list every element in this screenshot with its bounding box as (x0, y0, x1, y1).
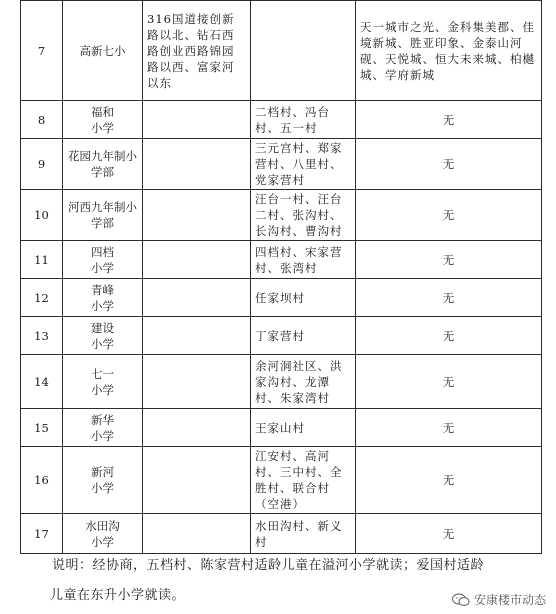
school-name: 七一 小学 (63, 355, 143, 409)
table-row (21, 241, 542, 279)
row-number: 12 (21, 279, 63, 317)
villages-list: 汪台一村、汪台二村、张沟村、长沟村、曹沟村 (251, 190, 356, 241)
watermark-text: 安康楼市动态 (473, 593, 546, 607)
school-name: 四档 小学 (63, 241, 143, 279)
estates-list: 无 (356, 101, 542, 139)
table-row (21, 139, 542, 190)
row-number: 16 (21, 447, 63, 514)
table-row (21, 317, 542, 355)
row-number: 17 (21, 514, 63, 554)
table-row (21, 279, 542, 317)
estates-list: 无 (356, 241, 542, 279)
school-name: 青峰 小学 (63, 279, 143, 317)
villages-list: 水田沟村、新义村 (251, 514, 356, 554)
note-line-2: 儿童在东升小学就读。 (50, 588, 186, 603)
villages-list: 丁家营村 (251, 317, 356, 355)
villages-list: 余河洞社区、洪家沟村、龙潭村、朱家湾村 (251, 355, 356, 409)
estates-list: 无 (356, 317, 542, 355)
note-text (52, 551, 512, 611)
table-row (21, 409, 542, 447)
school-zone-table (20, 0, 542, 554)
estates-list: 无 (356, 409, 542, 447)
estates-list: 天一城市之光、金科集美郡、佳境新城、胜亚印象、金泰山河砚、天悦城、恒大未来城、柏樾城、学府新城 (356, 1, 542, 101)
villages-list: 二档村、冯台村、五一村 (251, 101, 356, 139)
table-row (21, 101, 542, 139)
table-body (21, 1, 542, 554)
estates-list: 无 (356, 514, 542, 554)
watermark (452, 591, 546, 608)
school-name: 水田沟 小学 (63, 514, 143, 554)
villages-list: 任家坝村 (251, 279, 356, 317)
table-row (21, 190, 542, 241)
school-name: 福和 小学 (63, 101, 143, 139)
estates-list: 无 (356, 447, 542, 514)
boundary-description (143, 514, 251, 554)
villages-list: 王家山村 (251, 409, 356, 447)
boundary-description: 316国道接创新路以北、钻石西路创业西路锦园路以西、富家河以东 (143, 1, 251, 101)
table-row (21, 447, 542, 514)
villages-list: 江安村、高河村、三中村、全胜村、联合村（空港） (251, 447, 356, 514)
wechat-icon (452, 593, 470, 607)
table-row (21, 355, 542, 409)
estates-list: 无 (356, 139, 542, 190)
table-row (21, 514, 542, 554)
boundary-description (143, 241, 251, 279)
boundary-description (143, 139, 251, 190)
school-name: 河西九年制小学部 (63, 190, 143, 241)
school-name: 新华 小学 (63, 409, 143, 447)
boundary-description (143, 409, 251, 447)
row-number: 7 (21, 1, 63, 101)
row-number: 13 (21, 317, 63, 355)
school-name: 建设 小学 (63, 317, 143, 355)
row-number: 11 (21, 241, 63, 279)
row-number: 9 (21, 139, 63, 190)
row-number: 15 (21, 409, 63, 447)
boundary-description (143, 101, 251, 139)
estates-list: 无 (356, 190, 542, 241)
boundary-description (143, 190, 251, 241)
table-row (21, 1, 542, 101)
school-name: 高新七小 (63, 1, 143, 101)
estates-list: 无 (356, 279, 542, 317)
boundary-description (143, 447, 251, 514)
villages-list: 四档村、宋家营村、张湾村 (251, 241, 356, 279)
boundary-description (143, 279, 251, 317)
estates-list: 无 (356, 355, 542, 409)
school-name: 新河 小学 (63, 447, 143, 514)
villages-list (251, 1, 356, 101)
school-name: 花园九年制小学部 (63, 139, 143, 190)
row-number: 10 (21, 190, 63, 241)
row-number: 14 (21, 355, 63, 409)
note-line-1: 说明：经协商，五档村、陈家营村适龄儿童在溢河小学就读；爱国村适龄 (52, 558, 485, 573)
boundary-description (143, 355, 251, 409)
boundary-description (143, 317, 251, 355)
villages-list: 三元宫村、郑家营村、八里村、党家营村 (251, 139, 356, 190)
row-number: 8 (21, 101, 63, 139)
